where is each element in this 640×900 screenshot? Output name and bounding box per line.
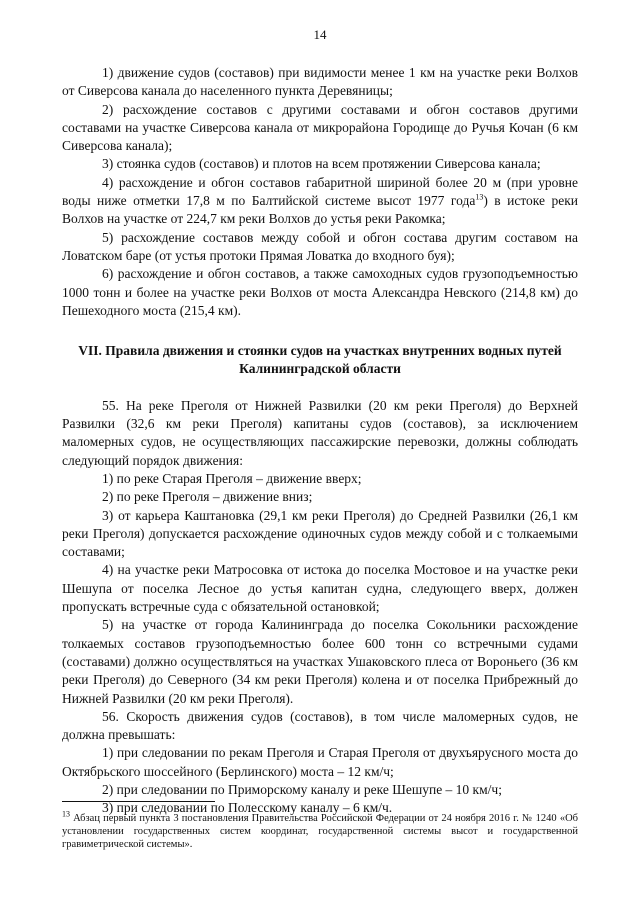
paragraph-56: 56. Скорость движения судов (составов), в том числе маломерных судов, не должна превышать: (62, 708, 578, 743)
item-4-text-start: 4) расхождение и обгон составов габаритной шириной более 20 м (при уровне воды ниже отметки 17,8 м по Балтийской системе высот 1977 года (62, 174, 578, 209)
list-item: 1) по реке Старая Преголя – движение вверх; (102, 470, 362, 486)
footnote-reference: 13 (475, 192, 484, 202)
list-item (62, 174, 578, 229)
list-item: 6) расхождение и обгон составов, а также самоходных судов грузоподъемностью 1000 тонн и более на участке реки Волхов от моста Александра Невского (214,8 км) до Пешеходного моста (215,4 км). (62, 266, 578, 318)
item-4-text-end: ) в истоке реки Волхов на участке от 224,7 км реки Волхов до устья реки Ракомка; (62, 193, 578, 227)
list-item: 4) на участке реки Матросовка от истока до поселка Мостовое и на участке реки Шешупа от поселка Лесное до устья капитан судна, следующего вверх, должен пропускать встречные суда с обязательной остановкой; (62, 562, 578, 615)
list-item: 5) расхождение составов между собой и обгон состава другим составом на Ловатском баре (от устья протоки Прямая Ловатка до входного буя); (62, 229, 578, 263)
paragraph-55: 55. На реке Преголя от Нижней Развилки (20 км реки Преголя) до Верхней Развилки (32,6 км реки Преголя) капитаны судов (составов), за исключением маломерных судов, не осуществляющих пассажирские перевозки, должны соблюдать следующий порядок движения: (62, 397, 578, 468)
list-item: 1) при следовании по рекам Преголя и Старая Преголя от двухъярусного моста до Октябрьского шоссейного (Берлинского) моста – 12 км/ч; (62, 745, 578, 779)
footnote-number: 13 (62, 809, 70, 819)
list-item: 2) при следовании по Приморскому каналу и реке Шешупе – 10 км/ч; (102, 781, 502, 797)
list-item: 2) по реке Преголя – движение вниз; (102, 489, 313, 505)
footnote (62, 809, 578, 851)
list-item: 3) при следовании по Полесскому каналу – 6 км/ч. (102, 800, 393, 816)
section-heading-line-2: Калининградской области (239, 361, 401, 377)
footnote-divider (62, 801, 215, 802)
list-item: 2) расхождение составов с другими составами и обгон составов другими составами на участке Сиверсова канала от микрорайона Городище до Ручья Кочан (6 км Сиверсова канала); (62, 101, 578, 154)
footnote-text: Абзац первый пункта 3 постановления Правительства Российской Федерации от 24 ноября 2016 г. № 1240 «Об установлении государственных систем координат, государственной системы высот и государственной гравиметрической системы». (62, 813, 578, 850)
list-item: 3) стоянка судов (составов) и плотов на всем протяжении Сиверсова канала; (102, 156, 541, 172)
list-item: 3) от карьера Каштановка (29,1 км реки Преголя) до Средней Развилки (26,1 км реки Преголя) допускается расхождение одиночных судов между собой и с толкаемыми составами; (62, 507, 578, 560)
page-number: 14 (313, 27, 327, 42)
list-item: 1) движение судов (составов) при видимости менее 1 км на участке реки Волхов от Сиверсова канала до населенного пункта Деревяницы; (62, 65, 578, 99)
list-item: 5) на участке от города Калининграда до поселка Сокольники расхождение толкаемых составов грузоподъемностью более 600 тонн со встречными судами (составами) должно осуществляться на участках Ушаковского плеса от Вороньего (36 км реки Преголя) до Северного (34 км реки Преголя) колена и от поселка Прибрежный до Нижней Развилки (20 км реки Преголя). (62, 617, 578, 706)
main-text (62, 64, 578, 818)
section-heading (62, 342, 578, 379)
section-heading-line-1: VII. Правила движения и стоянки судов на участках внутренних водных путей (78, 343, 562, 359)
